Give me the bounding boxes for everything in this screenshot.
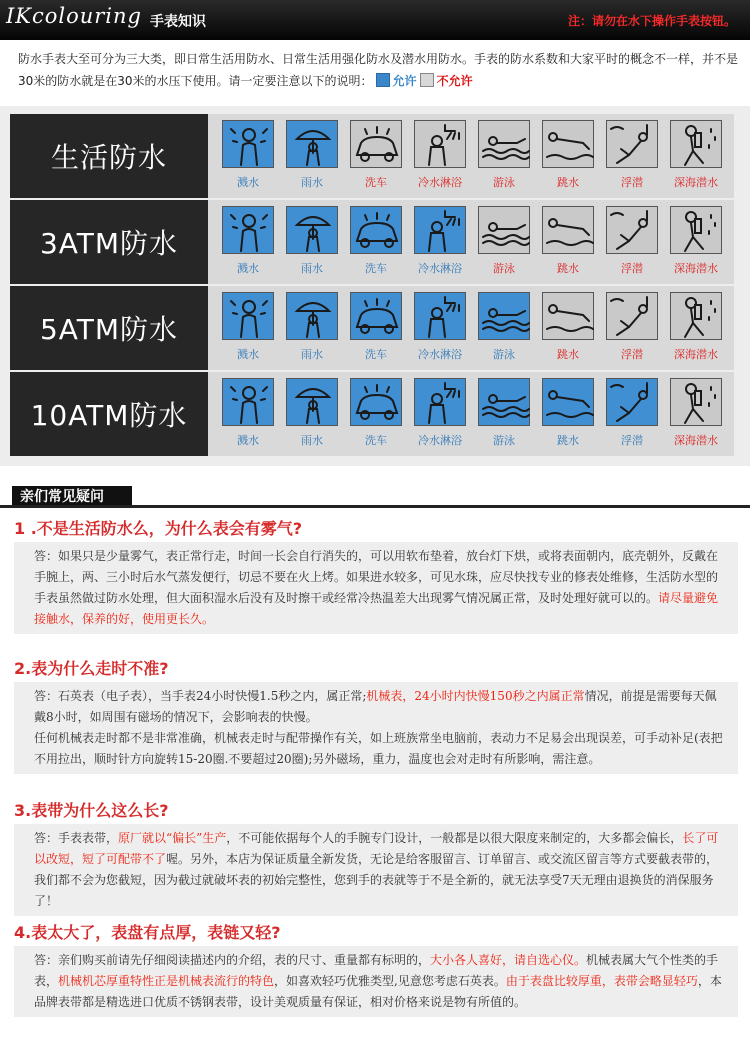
activity-cell [476,292,532,366]
section-title: 手表知识 [150,14,206,30]
activity-cell [412,292,468,366]
answer-text: ，本品牌表带都是精选进口优质不锈钢表带，设计美观质量有保证，相对价格来说是物有所值的。 [34,974,722,1009]
activity-cell [348,120,404,194]
activity-cell [604,120,660,194]
intro-paragraph [18,48,738,92]
activity-label: 冷水淋浴 [418,434,462,447]
car-wash-icon [350,206,402,254]
activity-label: 冷水淋浴 [418,348,462,361]
faq-question-3: 3.表带为什么这么长? [14,801,169,820]
activity-cell [348,292,404,366]
diving-board-icon [542,378,594,426]
rating-icons [208,114,734,198]
activity-label: 冷水淋浴 [418,262,462,275]
activity-label: 洗车 [365,262,387,275]
answer-text: 机械表属大气个性类的手表， [34,953,719,988]
activity-label: 跳水 [557,176,579,189]
rating-row [10,114,734,198]
activity-cell [540,292,596,366]
splash-icon [222,120,274,168]
answer-highlight: 由于表盘比较厚重，表带会略显轻巧 [505,974,698,988]
activity-cell [220,206,276,280]
scuba-icon [670,378,722,426]
activity-label: 雨水 [301,348,323,361]
umbrella-rain-icon [286,206,338,254]
answer-highlight: 请尽量避免接触水，保养的好，使用更长久。 [34,591,719,626]
activity-label: 深海潜水 [674,262,718,275]
swimming-icon [478,292,530,340]
deny-legend-swatch [420,73,434,87]
activity-cell [412,378,468,452]
splash-icon [222,292,274,340]
activity-cell [668,206,724,280]
answer-text: 任何机械表走时都不是非常准确，机械表走时与配带操作有关，如上班族常坐电脑前，表动力不足易会出现误差，可手动补足(表把不用拉出，顺时针方向旋转15-20圈.不要超过20圈);另外磁场，重力，温度也会对走时有所影响，需注意。 [34,731,723,766]
rating-row [10,200,734,284]
splash-icon [222,206,274,254]
scuba-icon [670,120,722,168]
activity-cell [284,206,340,280]
allow-legend-swatch [376,73,390,87]
snorkel-icon [606,120,658,168]
answer-text: 答：手表表带， [34,831,119,845]
car-wash-icon [350,292,402,340]
faq-divider [0,505,750,508]
activity-label: 跳水 [557,434,579,447]
allow-legend-label: 允许 [392,74,417,88]
diving-board-icon [542,120,594,168]
activity-label: 游泳 [493,262,515,275]
intro-text: 防水手表大至可分为三大类，即日常生活用防水、日常生活用强化防水及潜水用防水。手表的防水系数和大家平时的概念不一样，并不是30米的防水就是在30米的水压下使用。请一定要注意以下的说明： [18,52,739,88]
activity-cell [668,378,724,452]
rating-label: 10ATM防水 [10,372,208,456]
answer-highlight: 机械机芯厚重特性正是机械表流行的特色 [58,974,275,988]
answer-text: 答：石英表（电子表），当手表24小时快慢1.5秒之内，属正常; [34,689,367,703]
activity-label: 洗车 [365,348,387,361]
activity-cell [220,120,276,194]
activity-label: 浮潜 [621,262,643,275]
faq-question-4: 4.表太大了，表盘有点厚，表链又轻? [14,923,281,942]
activity-label: 深海潜水 [674,348,718,361]
faq-title: 亲们常见疑问 [12,486,132,508]
splash-icon [222,378,274,426]
activity-label: 深海潜水 [674,434,718,447]
rating-icons [208,286,734,370]
activity-cell [412,206,468,280]
activity-label: 雨水 [301,176,323,189]
snorkel-icon [606,206,658,254]
shower-icon [414,120,466,168]
activity-label: 跳水 [557,348,579,361]
activity-cell [220,378,276,452]
rating-row [10,372,734,456]
activity-cell [284,120,340,194]
activity-label: 溅水 [237,348,259,361]
activity-label: 洗车 [365,434,387,447]
activity-cell [412,120,468,194]
activity-label: 浮潜 [621,348,643,361]
diving-board-icon [542,206,594,254]
brand-logo: IKcolouring [6,4,142,28]
activity-cell [220,292,276,366]
faq-answer-3 [14,824,738,916]
faq-answer-1 [14,542,738,634]
activity-cell [540,120,596,194]
answer-text: ，不可能依据每个人的手腕专门设计，一般都是以很大限度来制定的，大多都会偏长， [226,831,683,845]
faq-answer-4 [14,946,738,1017]
diving-board-icon [542,292,594,340]
answer-text: ，如喜欢轻巧优雅类型,见意您考虑石英表。 [274,974,506,988]
activity-cell [604,206,660,280]
umbrella-rain-icon [286,120,338,168]
rating-icons [208,200,734,284]
umbrella-rain-icon [286,378,338,426]
answer-text: 答：亲们购买前请先仔细阅读描述内的介绍，表的尺寸、重量都有标明的， [34,953,431,967]
activity-cell [604,292,660,366]
snorkel-icon [606,292,658,340]
swimming-icon [478,206,530,254]
activity-label: 游泳 [493,434,515,447]
activity-cell [284,292,340,366]
activity-label: 洗车 [365,176,387,189]
scuba-icon [670,206,722,254]
answer-text: 答：如果只是少量雾气，表正常行走，时间一长会自行消失的，可以用软布垫着，放台灯下烘，或将表面朝内，底壳朝外，反戴在手腕上，两、三小时后水气蒸发便行，切忌不要在火上烤。如果进水较多，可见水珠，应尽快找专业的修表处维修，生活防水型的手表虽然做过防水处理，但大面积湿水后没有及时擦干或经常冷热温差大出现雾气情况属正常，及时处理好就可以的。 [34,549,719,605]
faq-question-1: 1 .不是生活防水么，为什么表会有雾气? [14,519,303,538]
answer-highlight: 大小各人喜好，请自选心仪。 [430,953,587,967]
activity-label: 雨水 [301,262,323,275]
activity-label: 浮潜 [621,434,643,447]
car-wash-icon [350,378,402,426]
rating-label: 生活防水 [10,114,208,198]
activity-cell [476,206,532,280]
activity-label: 游泳 [493,348,515,361]
activity-label: 跳水 [557,262,579,275]
umbrella-rain-icon [286,292,338,340]
activity-cell [540,378,596,452]
activity-label: 溅水 [237,262,259,275]
answer-highlight: 原厂就以“偏长”生产 [118,831,227,845]
activity-label: 冷水淋浴 [418,176,462,189]
swimming-icon [478,378,530,426]
activity-cell [668,292,724,366]
answer-text: 情况，前提是需要每天佩戴8小时，如周围有磁场的情况下，会影响表的快慢。 [34,689,717,724]
snorkel-icon [606,378,658,426]
activity-cell [348,378,404,452]
shower-icon [414,292,466,340]
answer-highlight: 长了可以改短，短了可配带不了 [34,831,719,866]
warning-note: 注：请勿在水下操作手表按钮。 [567,14,736,28]
activity-label: 游泳 [493,176,515,189]
activity-cell [668,120,724,194]
swimming-icon [478,120,530,168]
rating-label: 5ATM防水 [10,286,208,370]
scuba-icon [670,292,722,340]
rating-icons [208,372,734,456]
activity-cell [540,206,596,280]
car-wash-icon [350,120,402,168]
faq-question-2: 2.表为什么走时不准? [14,659,169,678]
shower-icon [414,206,466,254]
water-resistance-table [0,106,750,466]
activity-label: 浮潜 [621,176,643,189]
activity-label: 雨水 [301,434,323,447]
answer-text: 喔。另外，本店为保证质量全新发货，无论是给客服留言、订单留言、或交流区留言等方式要截表带的，我们都不会为您截短，因为截过就破坏表的初始完整性，您到手的表就等于不是全新的，就无法享受7天无理由退换货的消保服务了！ [34,852,719,908]
activity-label: 溅水 [237,434,259,447]
rating-label: 3ATM防水 [10,200,208,284]
activity-cell [476,120,532,194]
header-bar [0,0,750,40]
activity-cell [348,206,404,280]
activity-cell [476,378,532,452]
rating-row [10,286,734,370]
activity-label: 溅水 [237,176,259,189]
activity-cell [604,378,660,452]
deny-legend-label: 不允许 [436,74,473,88]
activity-cell [284,378,340,452]
faq-answer-2 [14,682,738,774]
answer-highlight: 机械表，24小时内快慢150秒之内属正常 [366,689,585,703]
activity-label: 深海潜水 [674,176,718,189]
shower-icon [414,378,466,426]
